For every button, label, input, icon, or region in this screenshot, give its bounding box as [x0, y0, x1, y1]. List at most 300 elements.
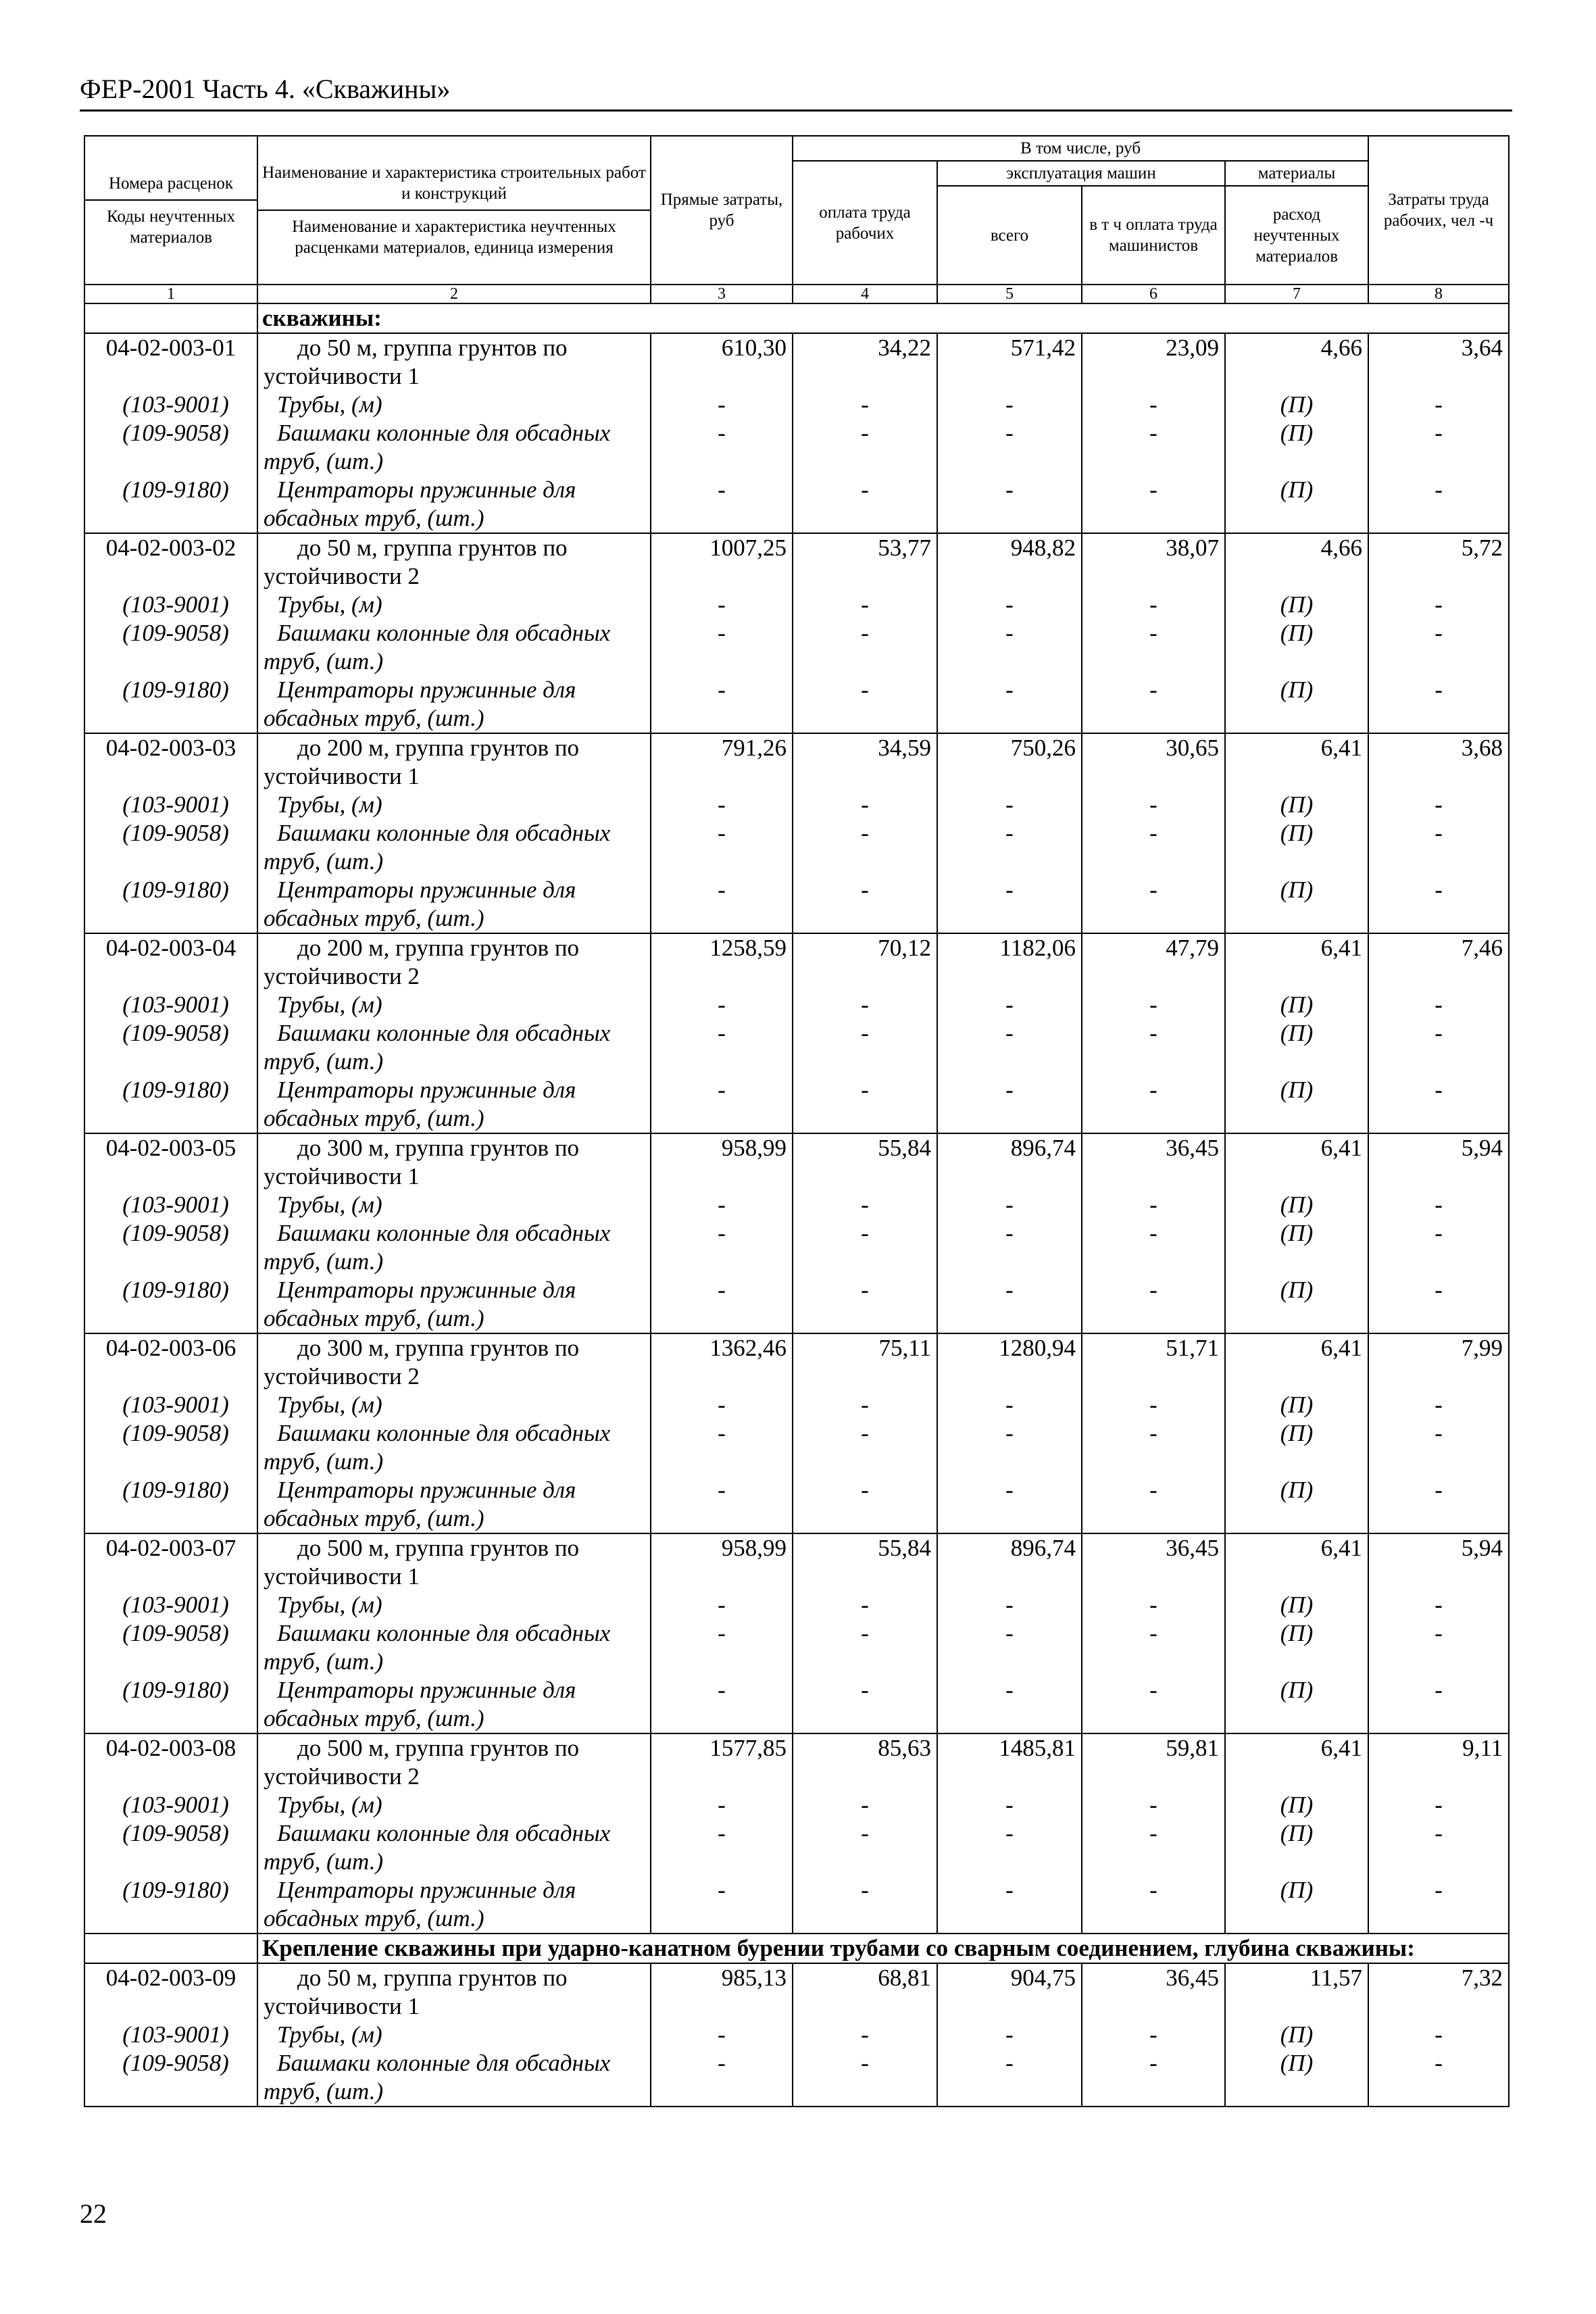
dash-cell: -: [937, 876, 1082, 933]
material-unit: (П): [1225, 1591, 1368, 1619]
material-name-text: Башмаки колонные для обсадных труб, (шт.): [264, 620, 611, 674]
material-row: [84, 676, 1509, 733]
dash-cell: -: [937, 1276, 1082, 1333]
dash-cell: -: [793, 991, 937, 1019]
header-labor-costs: Затраты труда рабочих, чел -ч: [1368, 136, 1509, 285]
rate-labor-hours: 5,94: [1368, 1533, 1509, 1591]
rate-mach-labor: 36,45: [1082, 1533, 1225, 1591]
dash-cell: -: [937, 619, 1082, 676]
dash-cell: -: [1082, 476, 1225, 533]
dash-cell: -: [937, 676, 1082, 733]
rate-mach-total: 904,75: [937, 1963, 1082, 2021]
rate-mach-total: 896,74: [937, 1533, 1082, 1591]
rate-name: [257, 1333, 651, 1391]
material-unit: (П): [1225, 1476, 1368, 1533]
dash-cell: -: [937, 1791, 1082, 1819]
rate-mat: 4,66: [1225, 333, 1368, 391]
rate-direct: 958,99: [651, 1533, 793, 1591]
dash-cell: -: [1368, 1876, 1509, 1934]
material-row: [84, 1876, 1509, 1934]
col-number: 5: [937, 285, 1082, 303]
material-unit: (П): [1225, 1619, 1368, 1676]
rate-labor: 34,22: [793, 333, 937, 391]
dash-cell: -: [651, 2021, 793, 2049]
rate-labor: 55,84: [793, 1533, 937, 1591]
material-unit: (П): [1225, 1219, 1368, 1276]
material-code: (109-9058): [84, 1019, 257, 1076]
dash-cell: -: [1082, 1219, 1225, 1276]
material-code: (109-9058): [84, 419, 257, 476]
material-row: [84, 1391, 1509, 1419]
dash-cell: -: [793, 1191, 937, 1219]
rate-mach-total: 1280,94: [937, 1333, 1082, 1391]
dash-cell: -: [937, 1619, 1082, 1676]
material-row: [84, 1819, 1509, 1876]
material-name: [257, 1019, 651, 1076]
rate-name-text: до 500 м, группа грунтов по устойчивости 1: [264, 1535, 580, 1590]
material-name: [257, 1391, 651, 1419]
material-name: [257, 1819, 651, 1876]
rate-mat: 6,41: [1225, 1733, 1368, 1791]
dash-cell: -: [937, 419, 1082, 476]
material-row: [84, 419, 1509, 476]
rate-mat: 6,41: [1225, 933, 1368, 991]
rate-direct: 1577,85: [651, 1733, 793, 1791]
material-name-text: Центраторы пружинные для обсадных труб, (шт.): [264, 1877, 576, 1931]
material-name: [257, 1219, 651, 1276]
dash-cell: -: [937, 2049, 1082, 2107]
rate-code: 04-02-003-09: [84, 1963, 257, 2021]
rate-name: [257, 1733, 651, 1791]
dash-cell: -: [651, 1076, 793, 1133]
material-name: [257, 1791, 651, 1819]
rate-labor: 68,81: [793, 1963, 937, 2021]
section-empty-cell: [84, 1934, 257, 1963]
dash-cell: -: [793, 476, 937, 533]
material-row: [84, 1219, 1509, 1276]
dash-cell: -: [1082, 791, 1225, 819]
rate-row: [84, 1963, 1509, 2021]
dash-cell: -: [937, 1591, 1082, 1619]
rate-name-text: до 50 м, группа грунтов по устойчивости 1: [264, 1965, 568, 2019]
material-row: [84, 876, 1509, 933]
material-name-text: Трубы, (м): [277, 1792, 382, 1818]
dash-cell: -: [1368, 1276, 1509, 1333]
material-name-text: Башмаки колонные для обсадных труб, (шт.): [264, 1020, 611, 1075]
dash-cell: -: [1368, 1676, 1509, 1733]
rate-code: 04-02-003-01: [84, 333, 257, 391]
header-machines: эксплуатация машин: [937, 161, 1225, 186]
dash-cell: -: [1082, 1419, 1225, 1476]
rate-labor: 55,84: [793, 1133, 937, 1191]
material-row: [84, 1591, 1509, 1619]
dash-cell: -: [793, 1791, 937, 1819]
rate-code: 04-02-003-07: [84, 1533, 257, 1591]
dash-cell: -: [651, 1276, 793, 1333]
dash-cell: -: [937, 1476, 1082, 1533]
dash-cell: -: [651, 876, 793, 933]
material-code: (103-9001): [84, 2021, 257, 2049]
rate-labor: 34,59: [793, 733, 937, 791]
rate-labor: 85,63: [793, 1733, 937, 1791]
dash-cell: -: [1368, 476, 1509, 533]
material-code: (109-9180): [84, 1876, 257, 1934]
material-name-text: Трубы, (м): [277, 391, 382, 418]
rate-name: [257, 1963, 651, 2021]
dash-cell: -: [1082, 1791, 1225, 1819]
rate-mach-total: 1182,06: [937, 933, 1082, 991]
material-unit: (П): [1225, 419, 1368, 476]
dash-cell: -: [1368, 1019, 1509, 1076]
material-code: (109-9058): [84, 1819, 257, 1876]
dash-cell: -: [651, 1191, 793, 1219]
dash-cell: -: [1368, 1619, 1509, 1676]
dash-cell: -: [1082, 1476, 1225, 1533]
rate-direct: 610,30: [651, 333, 793, 391]
material-code: (109-9180): [84, 1676, 257, 1733]
dash-cell: -: [793, 2049, 937, 2107]
material-unit: (П): [1225, 2021, 1368, 2049]
material-row: [84, 2049, 1509, 2107]
material-code: (103-9001): [84, 591, 257, 619]
material-row: [84, 819, 1509, 876]
dash-cell: -: [793, 419, 937, 476]
material-code: (109-9058): [84, 619, 257, 676]
rate-code: 04-02-003-08: [84, 1733, 257, 1791]
material-name-text: Башмаки колонные для обсадных труб, (шт.): [264, 1620, 611, 1675]
header-machinist-pay: в т ч оплата труда машинистов: [1082, 186, 1225, 285]
dash-cell: -: [651, 419, 793, 476]
rate-name-text: до 200 м, группа грунтов по устойчивости 2: [264, 935, 580, 989]
dash-cell: -: [1082, 1591, 1225, 1619]
rate-name: [257, 533, 651, 591]
dash-cell: -: [1082, 1819, 1225, 1876]
dash-cell: -: [793, 619, 937, 676]
dash-cell: -: [1082, 1391, 1225, 1419]
rate-mach-labor: 36,45: [1082, 1963, 1225, 2021]
page-number: 22: [80, 2198, 107, 2229]
dash-cell: -: [793, 1619, 937, 1676]
material-code: (103-9001): [84, 1791, 257, 1819]
rate-row: [84, 533, 1509, 591]
dash-cell: -: [1082, 1019, 1225, 1076]
material-name: [257, 876, 651, 933]
header-machines-total: всего: [937, 186, 1082, 285]
dash-cell: -: [937, 991, 1082, 1019]
material-unit: (П): [1225, 591, 1368, 619]
dash-cell: -: [1368, 1791, 1509, 1819]
dash-cell: -: [1368, 619, 1509, 676]
dash-cell: -: [1082, 419, 1225, 476]
header-materials-unaccounted: расход неучтенных материалов: [1225, 186, 1368, 285]
rate-mat: 6,41: [1225, 1533, 1368, 1591]
section-row: [84, 303, 1509, 333]
rate-labor-hours: 7,32: [1368, 1963, 1509, 2021]
material-name: [257, 1876, 651, 1934]
dash-cell: -: [1368, 791, 1509, 819]
dash-cell: -: [1082, 1619, 1225, 1676]
dash-cell: -: [1368, 1219, 1509, 1276]
dash-cell: -: [1082, 619, 1225, 676]
material-name-text: Центраторы пружинные для обсадных труб, (шт.): [264, 476, 576, 531]
dash-cell: -: [1368, 1419, 1509, 1476]
dash-cell: -: [651, 619, 793, 676]
dash-cell: -: [1368, 1391, 1509, 1419]
dash-cell: -: [651, 1591, 793, 1619]
rate-row: [84, 333, 1509, 391]
dash-cell: -: [1368, 1819, 1509, 1876]
dash-cell: -: [937, 1419, 1082, 1476]
rate-mach-labor: 38,07: [1082, 533, 1225, 591]
material-unit: (П): [1225, 1276, 1368, 1333]
material-name-text: Трубы, (м): [277, 791, 382, 818]
rate-mat: 11,57: [1225, 1963, 1368, 2021]
dash-cell: -: [793, 1876, 937, 1934]
rate-name: [257, 733, 651, 791]
dash-cell: -: [937, 391, 1082, 419]
dash-cell: -: [793, 1276, 937, 1333]
page-header: ФЕР-2001 Часть 4. «Скважины»: [80, 74, 451, 104]
dash-cell: -: [1082, 591, 1225, 619]
material-unit: (П): [1225, 1876, 1368, 1934]
rate-name-text: до 50 м, группа грунтов по устойчивости 1: [264, 335, 568, 389]
dash-cell: -: [1082, 819, 1225, 876]
dash-cell: -: [1368, 876, 1509, 933]
material-row: [84, 1476, 1509, 1533]
material-row: [84, 1676, 1509, 1733]
dash-cell: -: [1082, 991, 1225, 1019]
rate-mat: 4,66: [1225, 533, 1368, 591]
dash-cell: -: [1368, 2021, 1509, 2049]
dash-cell: -: [651, 1219, 793, 1276]
material-code: (109-9180): [84, 676, 257, 733]
rate-row: [84, 933, 1509, 991]
dash-cell: -: [651, 1676, 793, 1733]
material-row: [84, 591, 1509, 619]
dash-cell: -: [1368, 391, 1509, 419]
material-unit: (П): [1225, 1676, 1368, 1733]
dash-cell: -: [793, 791, 937, 819]
rate-direct: 985,13: [651, 1963, 793, 2021]
col-number: 3: [651, 285, 793, 303]
material-name: [257, 1419, 651, 1476]
material-name: [257, 819, 651, 876]
header-rule: [80, 109, 1512, 112]
dash-cell: -: [937, 1819, 1082, 1876]
dash-cell: -: [793, 591, 937, 619]
material-name: [257, 991, 651, 1019]
rate-mat: 6,41: [1225, 1133, 1368, 1191]
material-name-text: Центраторы пружинные для обсадных труб, (шт.): [264, 877, 576, 931]
material-name-text: Башмаки колонные для обсадных труб, (шт.): [264, 1220, 611, 1275]
section-empty-cell: [84, 303, 257, 333]
rate-labor-hours: 9,11: [1368, 1733, 1509, 1791]
section-row: [84, 1934, 1509, 1963]
material-code: (103-9001): [84, 991, 257, 1019]
material-row: [84, 391, 1509, 419]
header-including: В том числе, руб: [793, 136, 1368, 161]
rate-mach-total: 750,26: [937, 733, 1082, 791]
rate-labor: 53,77: [793, 533, 937, 591]
material-code: (109-9180): [84, 876, 257, 933]
dash-cell: -: [793, 1076, 937, 1133]
rate-mach-labor: 23,09: [1082, 333, 1225, 391]
rate-code: 04-02-003-02: [84, 533, 257, 591]
material-unit: (П): [1225, 1191, 1368, 1219]
rate-mach-labor: 51,71: [1082, 1333, 1225, 1391]
material-row: [84, 619, 1509, 676]
material-name: [257, 1276, 651, 1333]
dash-cell: -: [1082, 2049, 1225, 2107]
material-code: (103-9001): [84, 1591, 257, 1619]
rate-direct: 1362,46: [651, 1333, 793, 1391]
rate-code: 04-02-003-05: [84, 1133, 257, 1191]
rate-labor-hours: 5,94: [1368, 1133, 1509, 1191]
material-name-text: Башмаки колонные для обсадных труб, (шт.): [264, 1820, 611, 1875]
material-row: [84, 2021, 1509, 2049]
rate-direct: 1007,25: [651, 533, 793, 591]
rate-labor-hours: 5,72: [1368, 533, 1509, 591]
material-code: (109-9058): [84, 819, 257, 876]
dash-cell: -: [651, 591, 793, 619]
dash-cell: -: [1368, 819, 1509, 876]
col-number: 4: [793, 285, 937, 303]
dash-cell: -: [1368, 1076, 1509, 1133]
rate-mach-labor: 36,45: [1082, 1133, 1225, 1191]
dash-cell: -: [651, 791, 793, 819]
dash-cell: -: [1368, 1191, 1509, 1219]
dash-cell: -: [1368, 676, 1509, 733]
dash-cell: -: [651, 819, 793, 876]
material-name-text: Трубы, (м): [277, 1191, 382, 1218]
rate-row: [84, 1733, 1509, 1791]
dash-cell: -: [651, 676, 793, 733]
rate-name: [257, 333, 651, 391]
dash-cell: -: [793, 676, 937, 733]
rate-mat: 6,41: [1225, 1333, 1368, 1391]
dash-cell: -: [651, 1419, 793, 1476]
material-row: [84, 1076, 1509, 1133]
material-row: [84, 1019, 1509, 1076]
rate-row: [84, 1133, 1509, 1191]
dash-cell: -: [1368, 419, 1509, 476]
section-title: скважины:: [257, 303, 1509, 333]
material-unit: (П): [1225, 791, 1368, 819]
rate-labor: 70,12: [793, 933, 937, 991]
material-name-text: Башмаки колонные для обсадных труб, (шт.): [264, 820, 611, 875]
dash-cell: -: [651, 391, 793, 419]
rate-labor-hours: 3,64: [1368, 333, 1509, 391]
dash-cell: -: [651, 1619, 793, 1676]
material-unit: (П): [1225, 619, 1368, 676]
dash-cell: -: [793, 876, 937, 933]
dash-cell: -: [793, 2021, 937, 2049]
material-name-text: Центраторы пружинные для обсадных труб, (шт.): [264, 676, 576, 731]
material-name: [257, 1191, 651, 1219]
rate-mach-total: 948,82: [937, 533, 1082, 591]
col-number: 8: [1368, 285, 1509, 303]
material-name-text: Центраторы пружинные для обсадных труб, (шт.): [264, 1677, 576, 1731]
dash-cell: -: [937, 1191, 1082, 1219]
rate-code: 04-02-003-04: [84, 933, 257, 991]
material-row: [84, 791, 1509, 819]
material-name: [257, 2049, 651, 2107]
dash-cell: -: [651, 1476, 793, 1533]
material-code: (109-9058): [84, 1219, 257, 1276]
dash-cell: -: [937, 591, 1082, 619]
rate-direct: 958,99: [651, 1133, 793, 1191]
material-unit: (П): [1225, 1819, 1368, 1876]
dash-cell: -: [937, 791, 1082, 819]
material-name-text: Башмаки колонные для обсадных труб, (шт.): [264, 420, 611, 474]
dash-cell: -: [1082, 876, 1225, 933]
rate-labor-hours: 3,68: [1368, 733, 1509, 791]
table-header: [84, 136, 1509, 303]
material-row: [84, 991, 1509, 1019]
material-code: (103-9001): [84, 1391, 257, 1419]
dash-cell: -: [1368, 1476, 1509, 1533]
dash-cell: -: [793, 391, 937, 419]
rate-labor-hours: 7,46: [1368, 933, 1509, 991]
dash-cell: -: [1368, 1591, 1509, 1619]
rate-row: [84, 1333, 1509, 1391]
rate-name-text: до 500 м, группа грунтов по устойчивости 2: [264, 1735, 580, 1790]
header-work-name: [257, 136, 651, 285]
material-row: [84, 1791, 1509, 1819]
material-row: [84, 476, 1509, 533]
rate-direct: 1258,59: [651, 933, 793, 991]
material-row: [84, 1276, 1509, 1333]
dash-cell: -: [937, 819, 1082, 876]
dash-cell: -: [1082, 391, 1225, 419]
dash-cell: -: [1082, 1076, 1225, 1133]
header-materials: материалы: [1225, 161, 1368, 186]
dash-cell: -: [1082, 2021, 1225, 2049]
material-name: [257, 619, 651, 676]
dash-cell: -: [937, 476, 1082, 533]
rate-mach-total: 896,74: [937, 1133, 1082, 1191]
rate-name-text: до 300 м, группа грунтов по устойчивости 1: [264, 1135, 580, 1189]
material-code: (109-9180): [84, 1276, 257, 1333]
material-name: [257, 419, 651, 476]
material-name-text: Башмаки колонные для обсадных труб, (шт.): [264, 2050, 611, 2104]
header-material-codes-text: Коды неучтенных материалов: [107, 207, 235, 247]
material-name-text: Центраторы пружинные для обсадных труб, (шт.): [264, 1477, 576, 1531]
dash-cell: -: [793, 1391, 937, 1419]
material-unit: (П): [1225, 676, 1368, 733]
rate-row: [84, 733, 1509, 791]
material-code: (103-9001): [84, 391, 257, 419]
dash-cell: -: [651, 2049, 793, 2107]
header-labor-pay: оплата труда рабочих: [793, 161, 937, 285]
material-unit: (П): [1225, 1419, 1368, 1476]
rate-name-text: до 300 м, группа грунтов по устойчивости 2: [264, 1335, 580, 1389]
material-name: [257, 676, 651, 733]
dash-cell: -: [937, 1076, 1082, 1133]
material-name: [257, 391, 651, 419]
dash-cell: -: [1082, 1876, 1225, 1934]
material-name: [257, 1076, 651, 1133]
material-code: (109-9058): [84, 2049, 257, 2107]
dash-cell: -: [651, 1019, 793, 1076]
dash-cell: -: [1368, 2049, 1509, 2107]
dash-cell: -: [793, 1219, 937, 1276]
dash-cell: -: [651, 1819, 793, 1876]
material-code: (103-9001): [84, 791, 257, 819]
dash-cell: -: [793, 1676, 937, 1733]
rate-code: 04-02-003-03: [84, 733, 257, 791]
dash-cell: -: [651, 991, 793, 1019]
